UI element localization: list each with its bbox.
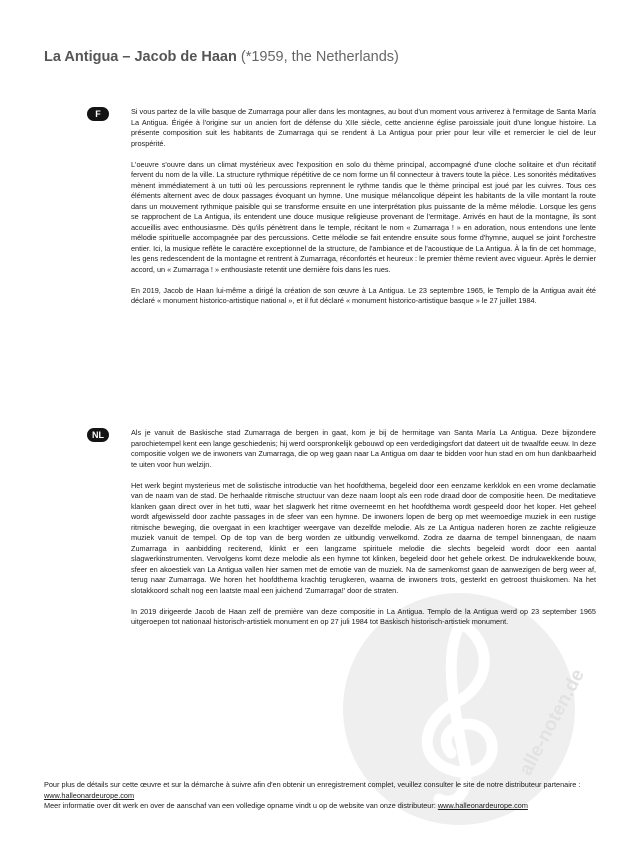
dutch-paragraph-3: In 2019 dirigeerde Jacob de Haan zelf de première van deze compositie in La Antigua. Templo de la Antigua werd op 23 september 1965 uitgeroepen tot nationaal historisch-artistiek monument en op 27 juli 1984 tot Baskisch historisch-artistiek monument. [131,606,596,626]
title-main: La Antigua – Jacob de Haan [44,49,237,65]
page-title [44,49,399,65]
footer-french [44,780,604,801]
french-text [131,107,596,317]
footer-dutch-link[interactable]: www.halleonardeurope.com [437,801,528,811]
footer-french-text: Pour plus de détails sur cette œuvre et sur la démarche à suivre afin d'en obtenir un enregistrement complet, veuillez consulter le site de notre distributeur partenaire : [44,780,581,789]
french-paragraph-3: En 2019, Jacob de Haan lui-même a dirigé la création de son œuvre à La Antigua. Le 23 septembre 1965, le Templo de la Antigua avait été déclaré « monument historico-artistique national », et il fut déclaré « monument historico-artistique basque » le 27 juillet 1984. [131,285,596,305]
dutch-paragraph-2: Het werk begint mysterieus met de solistische introductie van het hoofdthema, begeleid door een eenzame kerkklok en een vrome declamatie van de naam van de stad. De herhaalde ritmische structuur van deze naam loopt als een rode draad door de compositie heen. De meditatieve klanken gaan direct over in het tutti, waar het slagwerk het ritme overneemt en het hoofdthema wordt gespeeld door het koper. Het geheel wordt afgewisseld door zachte passages in de sfeer van een hymne. De inwoners lopen de berg op met weemoedige muziek in een rustige ritmische beweging, die overgaat in een krachtiger weergave van dezelfde melodie. Als ze La Antigua naderen horen ze zachte religieuze muziek vanuit de tempel. Op de top van de berg worden ze uitbundig verwelkomd. Zodra ze daarna de tempel binnengaan, de naam Zumarraga in aanbidding reciterend, klinkt er een langzame spirituele melodie die slechts begeleid wordt door een aantal slagwerkinstrumenten. Vervolgens komt deze melodie als een hymne tot klinken, begeleid door het gehele orkest. De indrukwekkende bouw, sfeer en akoestiek van La Antigua vallen hier samen met de emotie van de muziek. Na de samenkomst gaan de aanwezigen de berg weer af, terug naar Zumarraga. We horen het hoofdthema krachtig terugkeren, waarna de inwoners trots, gesterkt en getroost thuiskomen. Na het slotakkoord schalt nog een laatste maal een juichend 'Zumarraga!' door de straten. [131,480,596,595]
footer [44,780,604,812]
dutch-text [131,428,596,638]
french-language-badge: F [87,107,109,121]
dutch-paragraph-1: Als je vanuit de Baskische stad Zumarraga de bergen in gaat, kom je bij de hermitage van Santa María La Antigua. Deze bijzondere parochietempel kent een lange geschiedenis; hij werd oorspronkelijk gebouwd op een verdedigingsfort dat dateert uit de twaalfde eeuw. In deze compositie volgen we de inwoners van Zumarraga, die op weg gaan naar La Antigua om daar te bidden voor hun stad en om hun dankbaarheid te uiten voor hun welzijn. [131,428,596,469]
title-subtitle: (*1959, the Netherlands) [240,49,399,65]
dutch-language-badge: NL [87,428,109,442]
footer-french-link[interactable]: www.halleonardeurope.com [44,790,135,800]
watermark-text: alle-noten.de [515,665,589,780]
footer-dutch-text: Meer informatie over dit werk en over de aanschaf van een volledige opname vindt u op de website van onze distributeur: [44,801,438,811]
french-paragraph-1: Si vous partez de la ville basque de Zumarraga pour aller dans les montagnes, au bout d'un moment vous arriverez à l'ermitage de Santa María La Antigua. Érigée à l'origine sur un ancien fort de défense du XIIe siècle, cette ancienne église paroissiale jouit d'une longue histoire. La présente composition suit les habitants de Zumarraga qui se rendent à La Antigua pour prier pour leur ville et remercier le ciel de leur prospérité. [131,107,596,148]
french-paragraph-2: L'oeuvre s'ouvre dans un climat mystérieux avec l'exposition en solo du thème principal, accompagné d'une cloche solitaire et d'un récitatif fervent du nom de la ville. La structure rythmique répétitive de ce nom forme un fil connecteur à travers toute la pièce. Les sonorités méditatives mènent immédiatement à un tutti où les percussions reprennent le rythme tandis que le thème principal est joué par les cuivres. Tous ces éléments alternent avec de doux passages évoquant un hymne. Une musique mélancolique dépeint les habitants de la ville montant la route dans un mouvement rythmique paisible qui se transforme ensuite en une interprétation plus puissante de la même mélodie. Lorsque les gens se rapprochent de La Antigua, ils entendent une douce musique religieuse provenant de l'ermitage. Arrivés en haut de la montagne, ils sont accueillis avec enthousiasme. Dès qu'ils pénètrent dans le temple, récitant le nom « Zumarraga ! » en adoration, nous entendons une lente mélodie spirituelle accompagnée par des percussions. Cette mélodie se fait entendre ensuite sous forme d'hymne, auquel se joint l'orchestre entier. Ici, la musique reflète le caractère exceptionnel de la structure, de l'ambiance et de l'acoustique de La Antigua. À la fin de cet hommage, les gens redescendent de la montagne et rentrent à Zumarraga, réconfortés et heureux : le premier thème revient avec vigueur. Après le dernier accord, un « Zumarraga ! » enthousiaste retentit une dernière fois dans les rues. [131,159,596,274]
footer-dutch [44,801,604,812]
